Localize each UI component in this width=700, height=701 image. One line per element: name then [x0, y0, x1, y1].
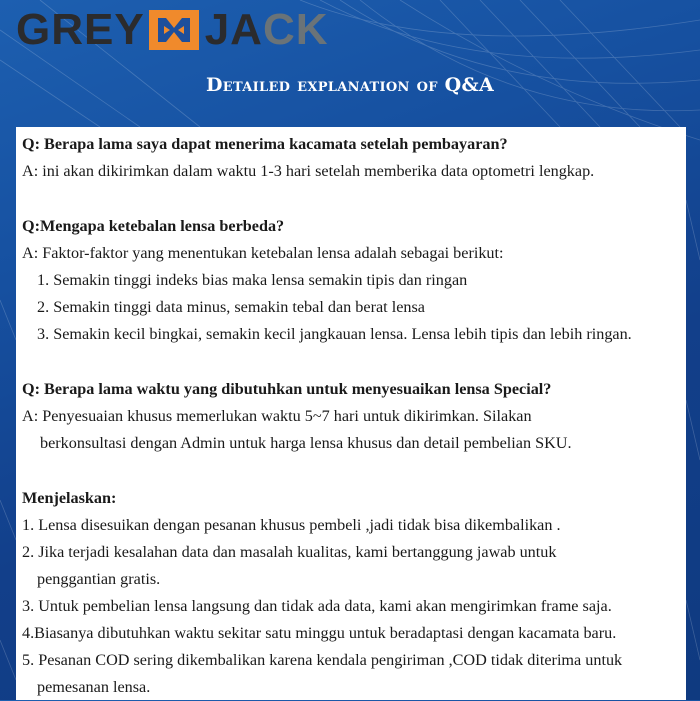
notes-heading: Menjelaskan:	[22, 489, 117, 507]
note-item: 4.Biasanya dibutuhkan waktu sekitar satu minggu untuk beradaptasi dengan kacamata baru.	[22, 624, 617, 642]
faq-point: 3. Semakin kecil bingkai, semakin kecil jangkauan lensa. Lensa lebih tipis dan lebih ringan.	[37, 325, 632, 343]
faq-answer: A: Faktor-faktor yang menentukan ketebalan lensa adalah sebagai berikut:	[22, 244, 504, 262]
faq-question: Q: Berapa lama saya dapat menerima kacamata setelah pembayaran?	[22, 135, 508, 153]
note-item: 3. Untuk pembelian lensa langsung dan tidak ada data, kami akan mengirimkan frame saja.	[22, 597, 612, 615]
note-item: 2. Jika terjadi kesalahan data dan masalah kualitas, kami bertanggung jawab untuk	[22, 543, 557, 561]
faq-question: Q:Mengapa ketebalan lensa berbeda?	[22, 217, 285, 235]
note-item-continued: pemesanan lensa.	[37, 678, 151, 696]
note-item: 1. Lensa disesuikan dengan pesanan khusus pembeli ,jadi tidak bisa dikembalikan .	[22, 516, 561, 534]
logo-text-ja: JA	[204, 5, 263, 54]
header	[0, 0, 700, 127]
faq-point: 1. Semakin tinggi indeks bias maka lensa semakin tipis dan ringan	[37, 271, 468, 289]
faq-panel	[16, 127, 686, 700]
faq-content	[22, 131, 686, 701]
faq-point: 2. Semakin tinggi data minus, semakin tebal dan berat lensa	[37, 298, 425, 316]
bowtie-logo-icon	[149, 10, 199, 50]
logo-text-ck: CK	[262, 5, 329, 54]
brand-logo	[16, 5, 329, 54]
note-item-continued: penggantian gratis.	[37, 570, 161, 588]
faq-question: Q: Berapa lama waktu yang dibutuhkan untuk menyesuaikan lensa Special?	[22, 380, 552, 398]
page-title: Detailed explanation of Q&A	[205, 74, 494, 96]
faq-answer: A: Penyesuaian khusus memerlukan waktu 5~7 hari untuk dikirimkan. Silakan	[22, 407, 532, 425]
note-item: 5. Pesanan COD sering dikembalikan karena kendala pengiriman ,COD tidak diterima untuk	[22, 651, 623, 669]
faq-answer: A: ini akan dikirimkan dalam waktu 1-3 hari setelah memberika data optometri lengkap.	[22, 162, 595, 180]
faq-answer-continued: berkonsultasi dengan Admin untuk harga lensa khusus dan detail pembelian SKU.	[40, 434, 572, 452]
logo-text-grey: GREY	[16, 5, 145, 54]
